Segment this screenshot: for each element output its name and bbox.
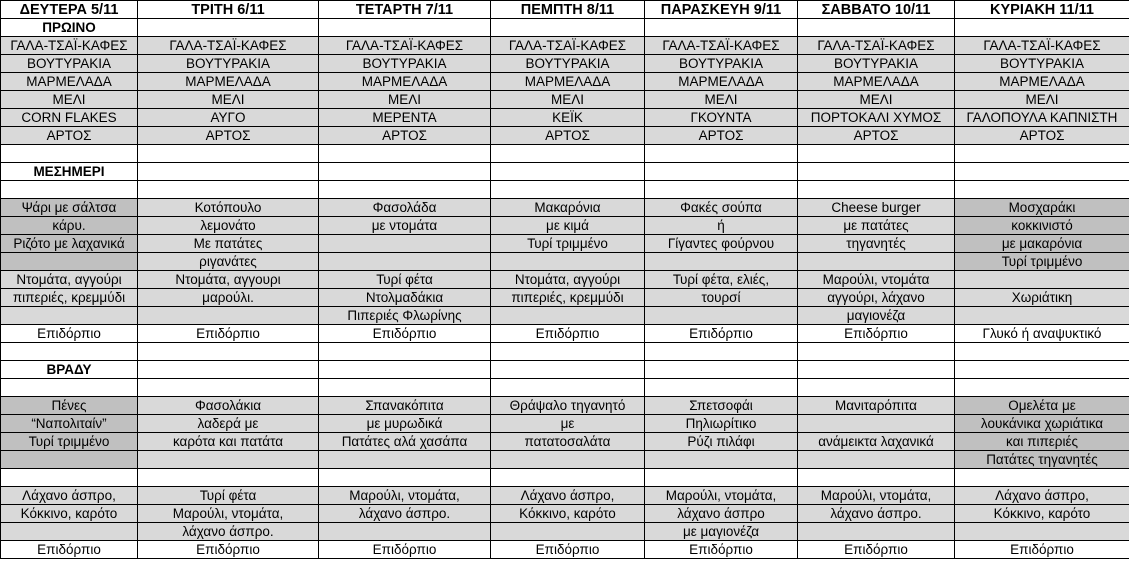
empty-cell xyxy=(955,145,1129,163)
empty-cell xyxy=(319,343,491,361)
breakfast-row xyxy=(1,55,1129,73)
dessert-cell: Επιδόρπιο xyxy=(1,541,138,559)
section-title xyxy=(319,361,491,379)
dessert-cell: Επιδόρπιο xyxy=(645,325,798,343)
section-title xyxy=(798,361,955,379)
menu-cell: ΜΑΡΜΕΛΑΔΑ xyxy=(798,73,955,91)
menu-cell xyxy=(955,307,1129,325)
spacer-row xyxy=(1,145,1129,163)
section-title xyxy=(491,19,645,37)
menu-cell: Ντομάτα, αγγούρι xyxy=(1,271,138,289)
menu-cell xyxy=(1,307,138,325)
empty-cell xyxy=(491,379,645,397)
menu-cell: ΜΑΡΜΕΛΑΔΑ xyxy=(1,73,138,91)
menu-cell: ΜΕΛΙ xyxy=(319,91,491,109)
menu-cell: Μαρούλι, ντομάτα xyxy=(798,271,955,289)
menu-cell: Τυρί τριμμένο xyxy=(955,253,1129,271)
menu-cell: ΑΥΓΟ xyxy=(138,109,319,127)
menu-cell xyxy=(798,523,955,541)
menu-cell: Φασολάδα xyxy=(319,199,491,217)
menu-cell: Πηλιωρίτικο xyxy=(645,415,798,433)
breakfast-row xyxy=(1,109,1129,127)
menu-cell: Σπανακόπιτα xyxy=(319,397,491,415)
menu-cell: με πατάτες xyxy=(798,217,955,235)
menu-cell: ΜΕΛΙ xyxy=(645,91,798,109)
dessert-cell: Επιδόρπιο xyxy=(138,325,319,343)
section-title xyxy=(798,19,955,37)
day-header: ΔΕΥΤΕΡΑ 5/11 xyxy=(1,1,138,19)
menu-cell: Πένες xyxy=(1,397,138,415)
menu-cell xyxy=(1,253,138,271)
dessert-cell: Γλυκό ή αναψυκτικό xyxy=(955,325,1129,343)
menu-cell xyxy=(1,451,138,469)
day-header: ΠΑΡΑΣΚΕΥΗ 9/11 xyxy=(645,1,798,19)
empty-cell xyxy=(138,145,319,163)
menu-cell xyxy=(138,307,319,325)
menu-cell: Μαρούλι, ντομάτα, xyxy=(138,505,319,523)
empty-cell xyxy=(138,181,319,199)
menu-cell: ΒΟΥΤΥΡΑΚΙΑ xyxy=(138,55,319,73)
empty-cell xyxy=(1,379,138,397)
section-title xyxy=(955,19,1129,37)
menu-cell: Μοσχαράκι xyxy=(955,199,1129,217)
menu-cell xyxy=(319,451,491,469)
menu-cell: ΜΑΡΜΕΛΑΔΑ xyxy=(491,73,645,91)
menu-cell: ΓΑΛΑ-ΤΣΑΪ-ΚΑΦΕΣ xyxy=(319,37,491,55)
menu-cell: Τυρί φέτα, ελιές, xyxy=(645,271,798,289)
day-header: ΣΑΒΒΑΤΟ 10/11 xyxy=(798,1,955,19)
menu-cell: με xyxy=(491,415,645,433)
menu-cell: με μαγιονέζα xyxy=(645,523,798,541)
menu-cell: μαρούλι. xyxy=(138,289,319,307)
menu-cell: ΒΟΥΤΥΡΑΚΙΑ xyxy=(1,55,138,73)
empty-cell xyxy=(319,469,491,487)
lunch-main-row xyxy=(1,235,1129,253)
menu-cell: λάχανο άσπρο. xyxy=(798,505,955,523)
menu-cell xyxy=(319,235,491,253)
menu-cell: ΒΟΥΤΥΡΑΚΙΑ xyxy=(645,55,798,73)
breakfast-row xyxy=(1,127,1129,145)
dinner-main-row xyxy=(1,451,1129,469)
menu-cell: ΓΑΛΟΠΟΥΛΑ ΚΑΠΝΙΣΤΗ xyxy=(955,109,1129,127)
menu-cell: Πατάτες αλά χασάπα xyxy=(319,433,491,451)
empty-cell xyxy=(491,181,645,199)
section-title xyxy=(491,361,645,379)
section-title: ΒΡΑΔΥ xyxy=(1,361,138,379)
empty-cell xyxy=(645,181,798,199)
section-title xyxy=(138,361,319,379)
section-title xyxy=(138,163,319,181)
menu-cell: Ψάρι με σάλτσα xyxy=(1,199,138,217)
menu-cell: Χωριάτικη xyxy=(955,289,1129,307)
menu-cell: λάχανο άσπρο. xyxy=(138,523,319,541)
spacer-row xyxy=(1,343,1129,361)
menu-cell: ΒΟΥΤΥΡΑΚΙΑ xyxy=(319,55,491,73)
menu-cell: ΓΑΛΑ-ΤΣΑΪ-ΚΑΦΕΣ xyxy=(645,37,798,55)
menu-cell xyxy=(491,253,645,271)
dinner-main-row xyxy=(1,433,1129,451)
menu-cell: Ντομάτα, αγγούρι xyxy=(491,271,645,289)
empty-cell xyxy=(645,469,798,487)
menu-cell: Κοτόπουλο xyxy=(138,199,319,217)
empty-cell xyxy=(138,469,319,487)
menu-cell: Πιπεριές Φλωρίνης xyxy=(319,307,491,325)
menu-cell: Ριζότο με λαχανικά xyxy=(1,235,138,253)
menu-cell xyxy=(955,271,1129,289)
menu-cell: Μακαρόνια xyxy=(491,199,645,217)
menu-cell: με κιμά xyxy=(491,217,645,235)
menu-cell: ΓΑΛΑ-ΤΣΑΪ-ΚΑΦΕΣ xyxy=(491,37,645,55)
menu-cell: ΑΡΤΟΣ xyxy=(491,127,645,145)
menu-cell: Ρύζι πιλάφι xyxy=(645,433,798,451)
menu-cell: Τυρί φέτα xyxy=(138,487,319,505)
menu-cell: Μαρούλι, ντομάτα, xyxy=(319,487,491,505)
menu-cell: ΓΑΛΑ-ΤΣΑΪ-ΚΑΦΕΣ xyxy=(798,37,955,55)
spacer-row xyxy=(1,181,1129,199)
lunch-side-row xyxy=(1,289,1129,307)
menu-cell: Cheese burger xyxy=(798,199,955,217)
dessert-cell: Επιδόρπιο xyxy=(798,325,955,343)
empty-cell xyxy=(491,469,645,487)
menu-cell: ΑΡΤΟΣ xyxy=(319,127,491,145)
menu-cell: λάχανο άσπρο. xyxy=(319,505,491,523)
day-header: ΤΕΤΑΡΤΗ 7/11 xyxy=(319,1,491,19)
empty-cell xyxy=(138,343,319,361)
menu-cell: ΓΚΟΥΝΤΑ xyxy=(645,109,798,127)
dessert-cell: Επιδόρπιο xyxy=(491,541,645,559)
spacer-row xyxy=(1,469,1129,487)
breakfast-row xyxy=(1,91,1129,109)
menu-cell: ΒΟΥΤΥΡΑΚΙΑ xyxy=(491,55,645,73)
empty-cell xyxy=(1,469,138,487)
menu-cell: τηγανητές xyxy=(798,235,955,253)
menu-cell: ΚΕΪΚ xyxy=(491,109,645,127)
empty-cell xyxy=(955,469,1129,487)
menu-cell: ΜΕΛΙ xyxy=(491,91,645,109)
menu-cell xyxy=(319,253,491,271)
lunch-main-row xyxy=(1,253,1129,271)
dinner-dessert-row xyxy=(1,541,1129,559)
empty-cell xyxy=(798,181,955,199)
menu-cell xyxy=(798,451,955,469)
day-header: ΤΡΙΤΗ 6/11 xyxy=(138,1,319,19)
menu-cell: κοκκινιστό xyxy=(955,217,1129,235)
menu-cell: κάρυ. xyxy=(1,217,138,235)
empty-cell xyxy=(319,181,491,199)
day-header-row xyxy=(1,1,1129,19)
menu-cell: ΜΕΛΙ xyxy=(1,91,138,109)
menu-cell: CORN FLAKES xyxy=(1,109,138,127)
menu-cell: ΜΕΛΙ xyxy=(798,91,955,109)
section-title xyxy=(491,163,645,181)
lunch-side-row xyxy=(1,271,1129,289)
empty-cell xyxy=(955,181,1129,199)
dinner-side-row xyxy=(1,523,1129,541)
lunch-dessert-row xyxy=(1,325,1129,343)
empty-cell xyxy=(798,379,955,397)
menu-cell: ΑΡΤΟΣ xyxy=(955,127,1129,145)
dessert-cell: Επιδόρπιο xyxy=(319,541,491,559)
menu-cell: ΜΕΡΕΝΤΑ xyxy=(319,109,491,127)
menu-cell: πιπεριές, κρεμμύδι xyxy=(491,289,645,307)
menu-cell: λεμονάτο xyxy=(138,217,319,235)
menu-cell: Φακές σούπα xyxy=(645,199,798,217)
menu-cell: ριγανάτες xyxy=(138,253,319,271)
lunch-main-row xyxy=(1,217,1129,235)
section-title: ΠΡΩΙΝΟ xyxy=(1,19,138,37)
menu-cell: Λάχανο άσπρο, xyxy=(955,487,1129,505)
menu-cell xyxy=(491,307,645,325)
empty-cell xyxy=(491,343,645,361)
menu-cell xyxy=(645,451,798,469)
menu-cell: ΜΕΛΙ xyxy=(955,91,1129,109)
menu-cell: ΒΟΥΤΥΡΑΚΙΑ xyxy=(955,55,1129,73)
section-title xyxy=(955,163,1129,181)
menu-cell: Με πατάτες xyxy=(138,235,319,253)
menu-cell: Τυρί φέτα xyxy=(319,271,491,289)
menu-cell xyxy=(798,415,955,433)
menu-cell: ΑΡΤΟΣ xyxy=(138,127,319,145)
menu-cell xyxy=(798,253,955,271)
menu-cell xyxy=(491,523,645,541)
breakfast-row xyxy=(1,73,1129,91)
dinner-main-row xyxy=(1,415,1129,433)
breakfast-title-row xyxy=(1,19,1129,37)
empty-cell xyxy=(319,379,491,397)
empty-cell xyxy=(645,379,798,397)
menu-cell: και πιπεριές xyxy=(955,433,1129,451)
menu-cell xyxy=(1,523,138,541)
menu-cell: ΠΟΡΤΟΚΑΛΙ ΧΥΜΟΣ xyxy=(798,109,955,127)
section-title xyxy=(319,163,491,181)
menu-cell xyxy=(645,307,798,325)
menu-cell: ανάμεικτα λαχανικά xyxy=(798,433,955,451)
menu-cell: Κόκκινο, καρότο xyxy=(491,505,645,523)
menu-cell: Πατάτες τηγανητές xyxy=(955,451,1129,469)
menu-cell: Ομελέτα με xyxy=(955,397,1129,415)
menu-cell: λάχανο άσπρο xyxy=(645,505,798,523)
empty-cell xyxy=(798,145,955,163)
dessert-cell: Επιδόρπιο xyxy=(955,541,1129,559)
menu-cell xyxy=(138,451,319,469)
menu-cell: Μαρούλι, ντομάτα, xyxy=(798,487,955,505)
dessert-cell: Επιδόρπιο xyxy=(798,541,955,559)
menu-cell: “Ναπολιταίν” xyxy=(1,415,138,433)
dinner-side-row xyxy=(1,487,1129,505)
dessert-cell: Επιδόρπιο xyxy=(491,325,645,343)
menu-cell: Κόκκινο, καρότο xyxy=(1,505,138,523)
empty-cell xyxy=(798,343,955,361)
menu-cell: Φασολάκια xyxy=(138,397,319,415)
section-title xyxy=(645,163,798,181)
menu-cell: Μανιταρόπιτα xyxy=(798,397,955,415)
dinner-title-row xyxy=(1,361,1129,379)
menu-cell: ΜΑΡΜΕΛΑΔΑ xyxy=(645,73,798,91)
menu-cell: Γίγαντες φούρνου xyxy=(645,235,798,253)
empty-cell xyxy=(1,145,138,163)
dessert-cell: Επιδόρπιο xyxy=(645,541,798,559)
dessert-cell: Επιδόρπιο xyxy=(1,325,138,343)
menu-cell: πιπεριές, κρεμμύδι xyxy=(1,289,138,307)
menu-cell: Τυρί τριμμένο xyxy=(491,235,645,253)
lunch-title-row xyxy=(1,163,1129,181)
dinner-side-row xyxy=(1,505,1129,523)
menu-cell: Σπετσοφάι xyxy=(645,397,798,415)
menu-cell: ΜΑΡΜΕΛΑΔΑ xyxy=(319,73,491,91)
menu-cell: λουκάνικα χωριάτικα xyxy=(955,415,1129,433)
empty-cell xyxy=(1,343,138,361)
empty-cell xyxy=(491,145,645,163)
menu-cell: ΑΡΤΟΣ xyxy=(645,127,798,145)
menu-cell: λαδερά με xyxy=(138,415,319,433)
menu-cell: τουρσί xyxy=(645,289,798,307)
menu-cell xyxy=(319,523,491,541)
menu-cell: ΓΑΛΑ-ΤΣΑΪ-ΚΑΦΕΣ xyxy=(138,37,319,55)
section-title: ΜΕΣΗΜΕΡΙ xyxy=(1,163,138,181)
menu-cell: ΑΡΤΟΣ xyxy=(798,127,955,145)
dessert-cell: Επιδόρπιο xyxy=(138,541,319,559)
menu-cell: με ντομάτα xyxy=(319,217,491,235)
empty-cell xyxy=(319,145,491,163)
breakfast-row xyxy=(1,37,1129,55)
menu-cell: ΓΑΛΑ-ΤΣΑΪ-ΚΑΦΕΣ xyxy=(955,37,1129,55)
empty-cell xyxy=(138,379,319,397)
section-title xyxy=(645,19,798,37)
menu-cell: ΓΑΛΑ-ΤΣΑΪ-ΚΑΦΕΣ xyxy=(1,37,138,55)
menu-cell: ΜΑΡΜΕΛΑΔΑ xyxy=(138,73,319,91)
lunch-main-row xyxy=(1,199,1129,217)
menu-cell: αγγούρι, λάχανο xyxy=(798,289,955,307)
menu-cell: ΒΟΥΤΥΡΑΚΙΑ xyxy=(798,55,955,73)
section-title xyxy=(138,19,319,37)
menu-cell: καρότα και πατάτα xyxy=(138,433,319,451)
empty-cell xyxy=(1,181,138,199)
empty-cell xyxy=(798,469,955,487)
menu-cell: Μαρούλι, ντομάτα, xyxy=(645,487,798,505)
dinner-main-row xyxy=(1,397,1129,415)
section-title xyxy=(955,361,1129,379)
menu-cell: μαγιονέζα xyxy=(798,307,955,325)
menu-cell: ΑΡΤΟΣ xyxy=(1,127,138,145)
menu-cell: Τυρί τριμμένο xyxy=(1,433,138,451)
day-header: ΠΕΜΠΤΗ 8/11 xyxy=(491,1,645,19)
dessert-cell: Επιδόρπιο xyxy=(319,325,491,343)
section-title xyxy=(645,361,798,379)
menu-cell: Ντολμαδάκια xyxy=(319,289,491,307)
menu-cell xyxy=(645,253,798,271)
menu-cell: Ντομάτα, αγγουρι xyxy=(138,271,319,289)
menu-cell: Λάχανο άσπρο, xyxy=(491,487,645,505)
section-title xyxy=(319,19,491,37)
menu-cell xyxy=(955,523,1129,541)
menu-cell: ΜΑΡΜΕΛΑΔΑ xyxy=(955,73,1129,91)
menu-cell: πατατοσαλάτα xyxy=(491,433,645,451)
menu-cell: Κόκκινο, καρότο xyxy=(955,505,1129,523)
menu-cell: με μυρωδικά xyxy=(319,415,491,433)
empty-cell xyxy=(645,343,798,361)
empty-cell xyxy=(955,379,1129,397)
day-header: ΚΥΡΙΑΚΗ 11/11 xyxy=(955,1,1129,19)
empty-cell xyxy=(645,145,798,163)
menu-cell: Λάχανο άσπρο, xyxy=(1,487,138,505)
lunch-side-row xyxy=(1,307,1129,325)
menu-cell: ΜΕΛΙ xyxy=(138,91,319,109)
spacer-row xyxy=(1,379,1129,397)
menu-cell: Θράψαλο τηγανητό xyxy=(491,397,645,415)
empty-cell xyxy=(955,343,1129,361)
section-title xyxy=(798,163,955,181)
menu-cell xyxy=(491,451,645,469)
menu-cell: ή xyxy=(645,217,798,235)
menu-cell: με μακαρόνια xyxy=(955,235,1129,253)
